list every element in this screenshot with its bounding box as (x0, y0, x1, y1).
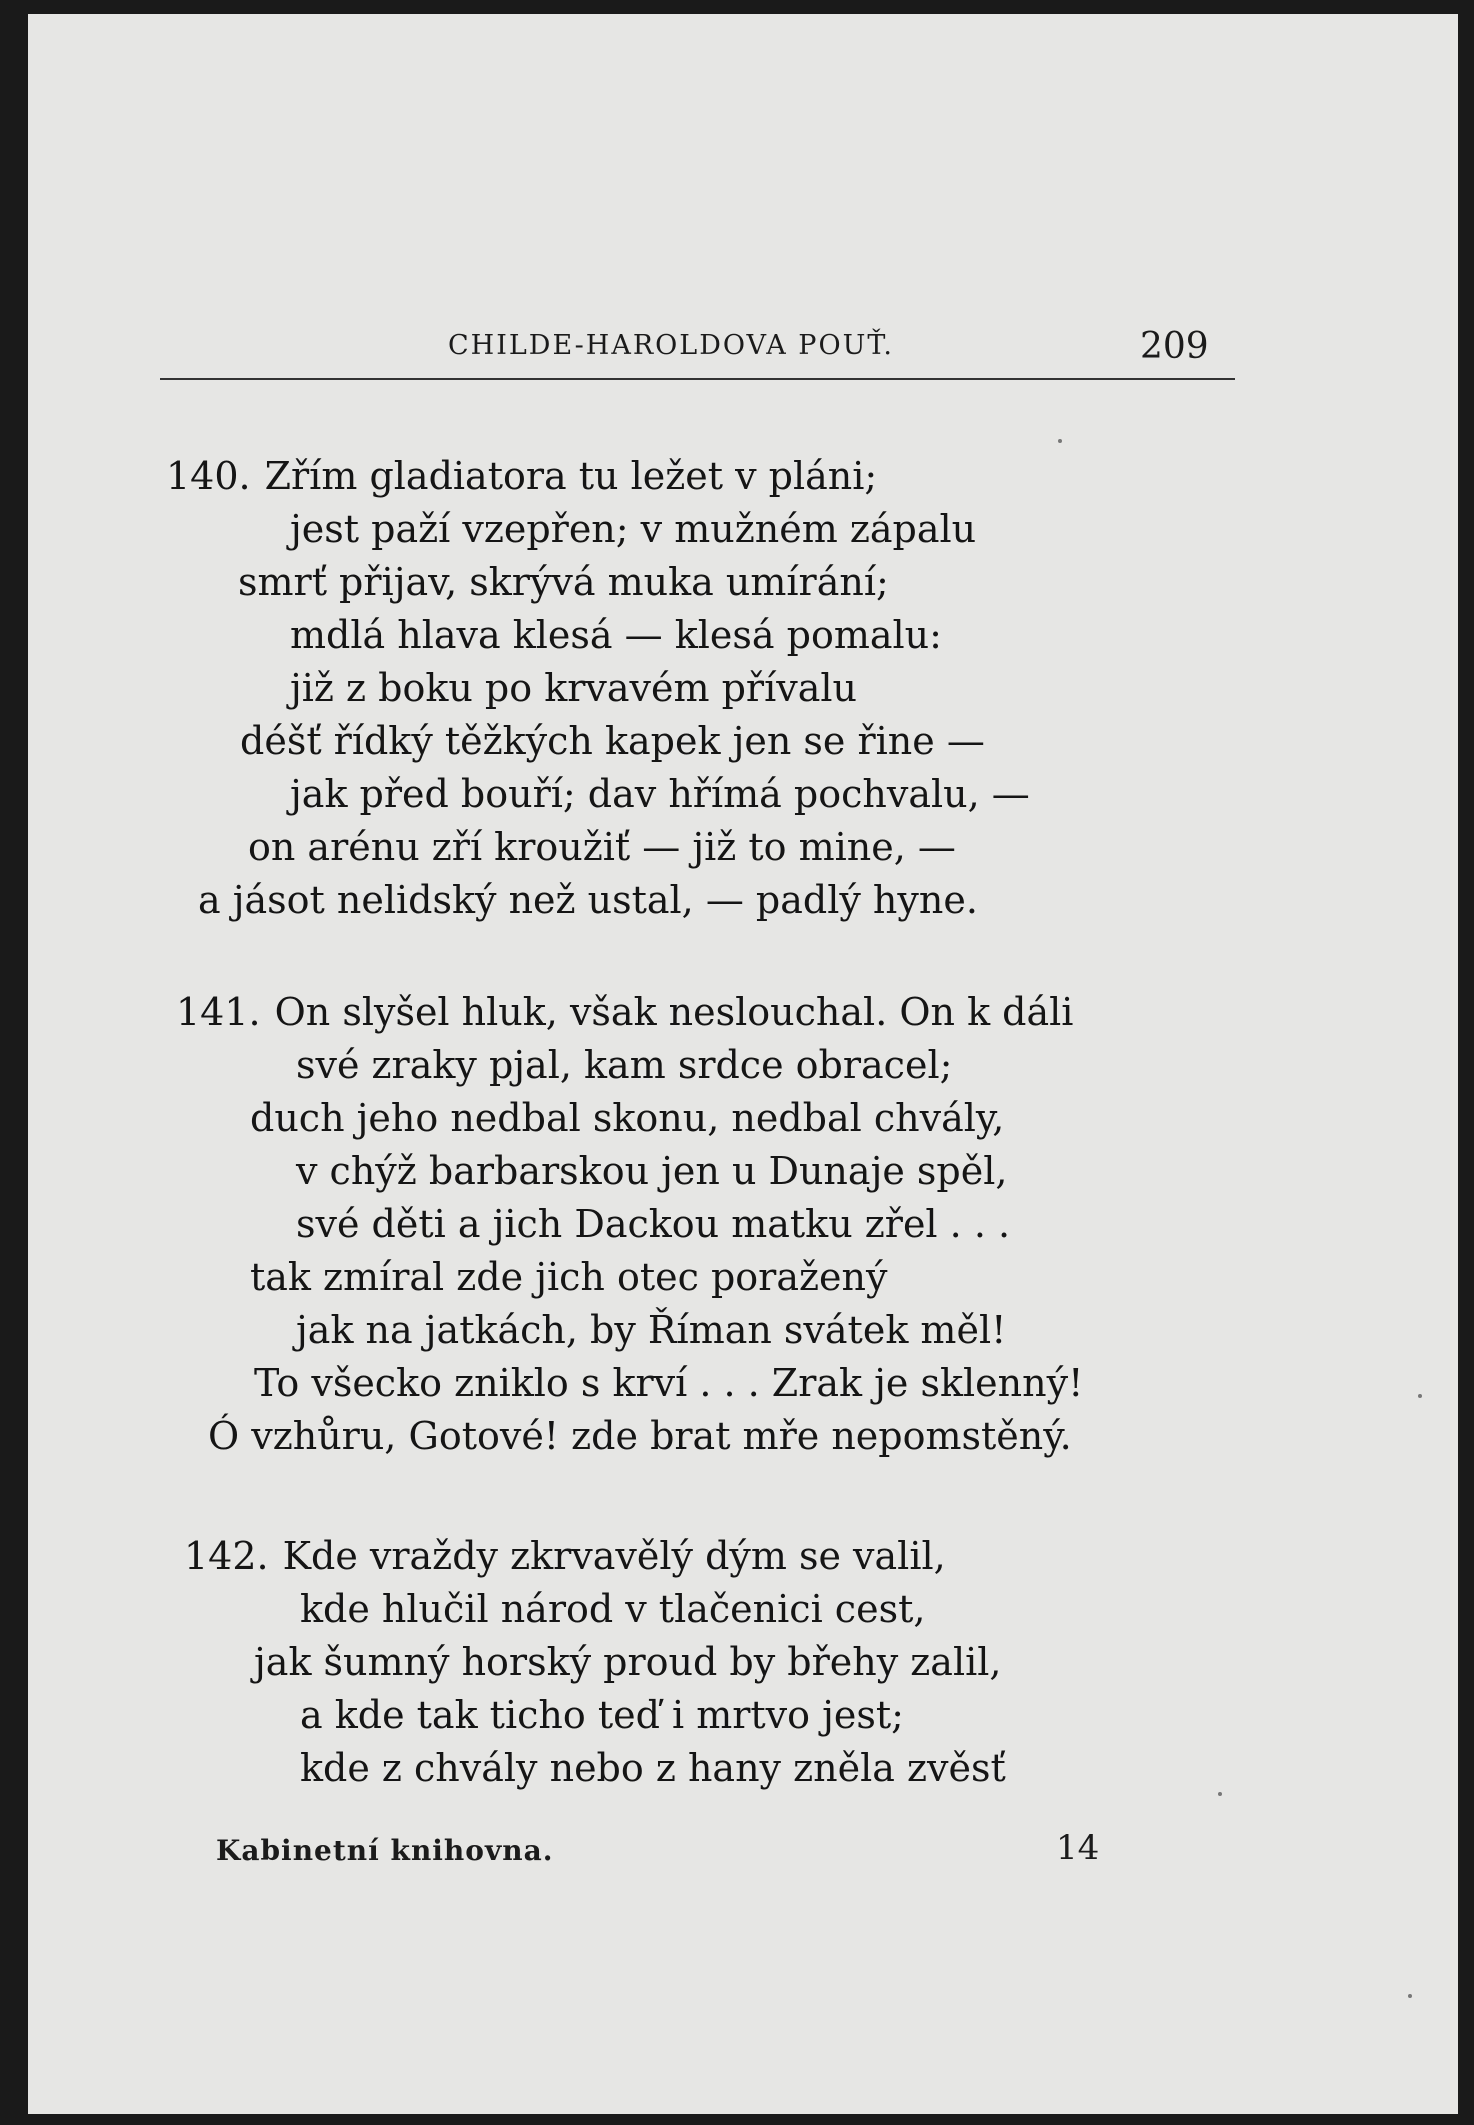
sheet-number: 14 (1056, 1828, 1100, 1868)
verse-line: již z boku po krvavém přívalu (290, 666, 857, 710)
verse-line: déšť řídký těžkých kapek jen se řine — (240, 719, 985, 763)
print-speck (1408, 1994, 1412, 1998)
verse-line: on arénu zří kroužiť — již to mine, — (248, 825, 956, 869)
verse-line: 140. Zřím gladiatora tu ležet v pláni; (166, 454, 878, 498)
book-page (28, 14, 1458, 2114)
page-footer (28, 1828, 1458, 1874)
print-speck (1218, 1792, 1222, 1796)
verse-line: kde z chvály nebo z hany zněla zvěsť (300, 1746, 1006, 1790)
running-title: CHILDE-HAROLDOVA POUŤ. (448, 330, 894, 361)
verse-line: jak šumný horský proud by břehy zalil, (254, 1640, 1002, 1684)
verse-line: kde hlučil národ v tlačenici cest, (300, 1587, 926, 1631)
stanza-number: 140. (166, 454, 251, 498)
verse-line: smrť přijav, skrývá muka umírání; (238, 560, 889, 604)
stanza-number: 141. (176, 990, 261, 1034)
verse-line: Ó vzhůru, Gotové! zde brat mře nepomstěný. (208, 1414, 1072, 1458)
verse-line: To všecko zniklo s krví . . . Zrak je sklenný! (254, 1361, 1084, 1405)
print-speck (1058, 439, 1062, 443)
verse-line: jak před bouří; dav hřímá pochvalu, — (290, 772, 1030, 816)
verse-line: tak zmíral zde jich otec poražený (250, 1255, 888, 1299)
verse-line: v chýž barbarskou jen u Dunaje spěl, (296, 1149, 1008, 1193)
signature-mark: Kabinetní knihovna. (216, 1834, 554, 1867)
verse-line: 142. Kde vraždy zkrvavělý dým se valil, (184, 1534, 946, 1578)
page-number: 209 (1140, 326, 1209, 367)
print-speck (1418, 1394, 1422, 1398)
page-header (28, 326, 1458, 372)
verse-line: duch jeho nedbal skonu, nedbal chvály, (250, 1096, 1005, 1140)
stanza-number: 142. (184, 1534, 269, 1578)
verse-line: své děti a jich Dackou matku zřel . . . (296, 1202, 1011, 1246)
verse-line: a kde tak ticho teď i mrtvo jest; (300, 1693, 904, 1737)
verse-line: své zraky pjal, kam srdce obracel; (296, 1043, 953, 1087)
verse-line: mdlá hlava klesá — klesá pomalu: (290, 613, 942, 657)
header-rule (160, 378, 1235, 380)
verse-line: a jásot nelidský než ustal, — padlý hyne. (198, 878, 978, 922)
verse-line: jak na jatkách, by Říman svátek měl! (296, 1308, 1007, 1352)
verse-line: jest paží vzepřen; v mužném zápalu (290, 507, 977, 551)
verse-line: 141. On slyšel hluk, však neslouchal. On k dáli (176, 990, 1074, 1034)
